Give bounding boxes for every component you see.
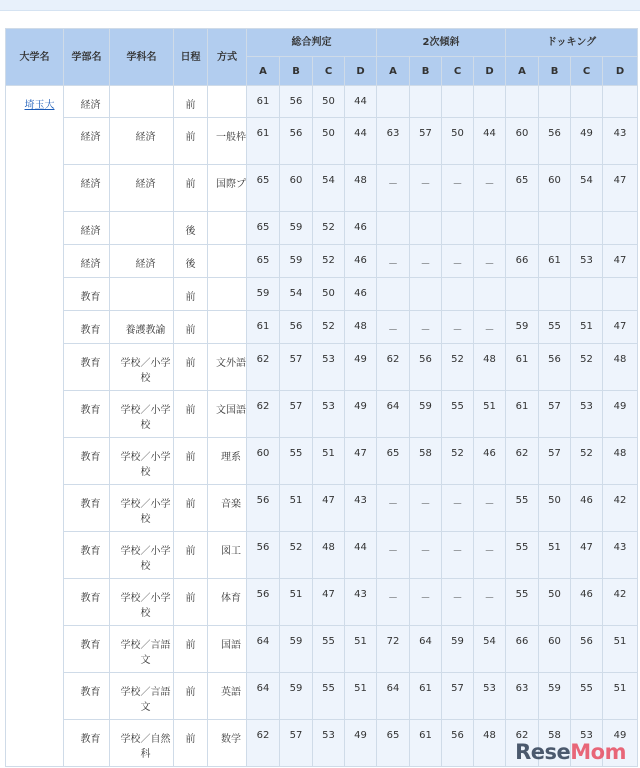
niji-score-cell: 52 [442, 438, 474, 485]
dock-score-cell: 55 [506, 579, 539, 626]
dock-score-cell: 56 [571, 626, 603, 673]
department-cell [110, 86, 174, 118]
niji-score-cell: 50 [442, 118, 474, 165]
dock-score-cell: 54 [571, 165, 603, 212]
niji-score-cell: － [410, 311, 442, 344]
total-score-cell: 65 [247, 165, 280, 212]
dock-score-cell: 42 [603, 579, 638, 626]
niji-score-cell: 65 [377, 438, 410, 485]
dock-score-cell: 43 [603, 118, 638, 165]
dock-score-cell: 43 [603, 532, 638, 579]
method-cell: 数学 [208, 720, 247, 767]
dock-score-cell: 47 [571, 532, 603, 579]
niji-score-cell: 61 [410, 720, 442, 767]
faculty-cell: 教育 [64, 278, 110, 311]
niji-score-cell: － [377, 579, 410, 626]
table-row [6, 278, 638, 311]
dock-score-cell: 53 [571, 245, 603, 278]
method-cell: 一般枠 [208, 118, 247, 165]
total-score-cell: 53 [313, 391, 345, 438]
method-cell: 体育 [208, 579, 247, 626]
table-row [6, 86, 638, 118]
total-score-cell: 54 [313, 165, 345, 212]
niji-score-cell: － [474, 532, 506, 579]
niji-score-cell: 63 [377, 118, 410, 165]
niji-score-cell: － [442, 485, 474, 532]
table-row [6, 344, 638, 391]
niji-score-cell: － [474, 245, 506, 278]
niji-score-cell: 55 [442, 391, 474, 438]
niji-score-cell: － [377, 311, 410, 344]
niji-score-cell: － [474, 165, 506, 212]
department-cell: 経済 [110, 245, 174, 278]
niji-score-cell: － [442, 245, 474, 278]
niji-score-cell: － [410, 245, 442, 278]
total-score-cell: 57 [280, 391, 313, 438]
total-score-cell: 54 [280, 278, 313, 311]
table-row [6, 311, 638, 344]
schedule-cell: 前 [174, 438, 208, 485]
method-cell [208, 212, 247, 245]
dock-score-cell: 53 [571, 391, 603, 438]
dock-score-cell [571, 278, 603, 311]
niji-score-cell [474, 86, 506, 118]
schedule-cell: 前 [174, 344, 208, 391]
top-band [0, 0, 640, 11]
dock-score-cell: 60 [506, 118, 539, 165]
schedule-cell: 前 [174, 391, 208, 438]
niji-score-cell: 58 [410, 438, 442, 485]
dock-score-cell: 53 [571, 720, 603, 767]
niji-score-cell: 72 [377, 626, 410, 673]
total-score-cell: 62 [247, 720, 280, 767]
department-cell: 学校／小学校 [110, 579, 174, 626]
total-score-cell: 55 [313, 626, 345, 673]
method-cell [208, 86, 247, 118]
niji-score-cell: 48 [474, 344, 506, 391]
dock-score-cell: 62 [506, 438, 539, 485]
department-cell: 学校／言語文 [110, 626, 174, 673]
niji-score-cell [377, 212, 410, 245]
header-grade-a: A [506, 57, 539, 86]
total-score-cell: 47 [313, 485, 345, 532]
niji-score-cell [377, 278, 410, 311]
dock-score-cell: 60 [539, 626, 571, 673]
header-grade-a: A [377, 57, 410, 86]
department-cell [110, 212, 174, 245]
header-grade-c: C [313, 57, 345, 86]
table-row [6, 579, 638, 626]
schedule-cell: 前 [174, 720, 208, 767]
niji-score-cell: － [474, 485, 506, 532]
faculty-cell: 経済 [64, 165, 110, 212]
total-score-cell: 56 [280, 86, 313, 118]
total-score-cell: 43 [345, 485, 377, 532]
method-cell: 国語 [208, 626, 247, 673]
table-row [6, 165, 638, 212]
header-method: 方式 [208, 29, 247, 86]
department-cell: 学校／小学校 [110, 391, 174, 438]
total-score-cell: 61 [247, 118, 280, 165]
total-score-cell: 61 [247, 311, 280, 344]
niji-score-cell [442, 86, 474, 118]
dock-score-cell: 57 [539, 391, 571, 438]
faculty-cell: 教育 [64, 438, 110, 485]
department-cell: 学校／小学校 [110, 485, 174, 532]
total-score-cell: 61 [247, 86, 280, 118]
dock-score-cell [571, 86, 603, 118]
total-score-cell: 56 [247, 579, 280, 626]
dock-score-cell: 62 [506, 720, 539, 767]
header-university: 大学名 [6, 29, 64, 86]
niji-score-cell: － [410, 165, 442, 212]
header-group-docking: ドッキング [506, 29, 638, 57]
total-score-cell: 59 [280, 626, 313, 673]
dock-score-cell: 51 [539, 532, 571, 579]
total-score-cell: 43 [345, 579, 377, 626]
dock-score-cell: 59 [506, 311, 539, 344]
faculty-cell: 教育 [64, 626, 110, 673]
total-score-cell: 59 [247, 278, 280, 311]
faculty-cell: 経済 [64, 245, 110, 278]
method-cell [208, 311, 247, 344]
department-cell: 学校／言語文 [110, 673, 174, 720]
niji-score-cell [410, 86, 442, 118]
total-score-cell: 46 [345, 245, 377, 278]
method-cell: 国際プ [208, 165, 247, 212]
dock-score-cell [603, 278, 638, 311]
department-cell: 学校／小学校 [110, 532, 174, 579]
header-grade-c: C [571, 57, 603, 86]
dock-score-cell: 47 [603, 245, 638, 278]
dock-score-cell: 52 [571, 344, 603, 391]
dock-score-cell: 55 [539, 311, 571, 344]
total-score-cell: 52 [313, 311, 345, 344]
total-score-cell: 65 [247, 245, 280, 278]
resemom-logo: ReseMom [515, 740, 626, 764]
niji-score-cell: 64 [377, 673, 410, 720]
department-cell: 学校／自然科 [110, 720, 174, 767]
dock-score-cell [539, 86, 571, 118]
total-score-cell: 50 [313, 86, 345, 118]
total-score-cell: 60 [280, 165, 313, 212]
dock-score-cell: 60 [539, 165, 571, 212]
total-score-cell: 49 [345, 391, 377, 438]
total-score-cell: 50 [313, 118, 345, 165]
niji-score-cell: 59 [410, 391, 442, 438]
faculty-cell: 経済 [64, 86, 110, 118]
niji-score-cell: 65 [377, 720, 410, 767]
faculty-cell: 教育 [64, 579, 110, 626]
niji-score-cell [442, 212, 474, 245]
header-grade-d: D [603, 57, 638, 86]
dock-score-cell: 55 [506, 532, 539, 579]
dock-score-cell [539, 212, 571, 245]
method-cell: 文外語 [208, 344, 247, 391]
total-score-cell: 48 [313, 532, 345, 579]
schedule-cell: 前 [174, 165, 208, 212]
niji-score-cell [377, 86, 410, 118]
total-score-cell: 57 [280, 720, 313, 767]
niji-score-cell: － [377, 165, 410, 212]
total-score-cell: 44 [345, 532, 377, 579]
total-score-cell: 48 [345, 165, 377, 212]
dock-score-cell: 55 [506, 485, 539, 532]
dock-score-cell: 66 [506, 626, 539, 673]
header-grade-c: C [442, 57, 474, 86]
dock-score-cell: 61 [506, 391, 539, 438]
dock-score-cell: 58 [539, 720, 571, 767]
header-schedule: 日程 [174, 29, 208, 86]
niji-score-cell: 61 [410, 673, 442, 720]
dock-score-cell: 51 [603, 673, 638, 720]
dock-score-cell [506, 86, 539, 118]
header-grade-d: D [345, 57, 377, 86]
niji-score-cell: － [442, 532, 474, 579]
niji-score-cell: － [442, 165, 474, 212]
total-score-cell: 56 [280, 311, 313, 344]
method-cell: 文国語 [208, 391, 247, 438]
dock-score-cell: 49 [603, 720, 638, 767]
table-row [6, 118, 638, 165]
niji-score-cell: － [410, 532, 442, 579]
niji-score-cell [474, 212, 506, 245]
schedule-cell: 前 [174, 626, 208, 673]
dock-score-cell: 57 [539, 438, 571, 485]
department-cell: 学校／小学校 [110, 438, 174, 485]
schedule-cell: 前 [174, 86, 208, 118]
faculty-cell: 教育 [64, 532, 110, 579]
dock-score-cell: 50 [539, 485, 571, 532]
dock-score-cell: 50 [539, 579, 571, 626]
faculty-cell: 経済 [64, 212, 110, 245]
niji-score-cell [474, 278, 506, 311]
total-score-cell: 49 [345, 344, 377, 391]
dock-score-cell [506, 278, 539, 311]
total-score-cell: 51 [313, 438, 345, 485]
niji-score-cell: 62 [377, 344, 410, 391]
niji-score-cell: － [474, 311, 506, 344]
niji-score-cell: － [442, 579, 474, 626]
total-score-cell: 65 [247, 212, 280, 245]
dock-score-cell: 61 [506, 344, 539, 391]
department-cell: 経済 [110, 165, 174, 212]
dock-score-cell: 55 [571, 673, 603, 720]
faculty-cell: 教育 [64, 485, 110, 532]
faculty-cell: 経済 [64, 118, 110, 165]
total-score-cell: 60 [247, 438, 280, 485]
total-score-cell: 59 [280, 212, 313, 245]
table-row [6, 673, 638, 720]
method-cell [208, 245, 247, 278]
faculty-cell: 教育 [64, 673, 110, 720]
method-cell: 図工 [208, 532, 247, 579]
header-group-niji: 2次傾斜 [377, 29, 506, 57]
dock-score-cell: 48 [603, 344, 638, 391]
niji-score-cell: 56 [410, 344, 442, 391]
dock-score-cell: 56 [539, 344, 571, 391]
total-score-cell: 46 [345, 212, 377, 245]
total-score-cell: 49 [345, 720, 377, 767]
total-score-cell: 44 [345, 118, 377, 165]
score-table [5, 28, 638, 767]
header-grade-b: B [539, 57, 571, 86]
niji-score-cell: 54 [474, 626, 506, 673]
total-score-cell: 55 [313, 673, 345, 720]
faculty-cell: 教育 [64, 311, 110, 344]
total-score-cell: 56 [280, 118, 313, 165]
dock-score-cell: 65 [506, 165, 539, 212]
header-grade-a: A [247, 57, 280, 86]
schedule-cell: 前 [174, 673, 208, 720]
dock-score-cell [603, 86, 638, 118]
department-cell [110, 278, 174, 311]
method-cell: 理系 [208, 438, 247, 485]
total-score-cell: 53 [313, 344, 345, 391]
total-score-cell: 52 [313, 212, 345, 245]
university-link[interactable]: 埼玉大 [24, 100, 55, 111]
schedule-cell: 前 [174, 118, 208, 165]
total-score-cell: 48 [345, 311, 377, 344]
total-score-cell: 62 [247, 344, 280, 391]
total-score-cell: 57 [280, 344, 313, 391]
dock-score-cell [539, 278, 571, 311]
dock-score-cell: 49 [603, 391, 638, 438]
niji-score-cell: 57 [410, 118, 442, 165]
dock-score-cell: 51 [603, 626, 638, 673]
total-score-cell: 50 [313, 278, 345, 311]
niji-score-cell: 57 [442, 673, 474, 720]
total-score-cell: 59 [280, 673, 313, 720]
method-cell [208, 278, 247, 311]
dock-score-cell [603, 212, 638, 245]
niji-score-cell: － [377, 485, 410, 532]
dock-score-cell: 48 [603, 438, 638, 485]
header-group-total: 総合判定 [247, 29, 377, 57]
niji-score-cell [442, 278, 474, 311]
header-department: 学科名 [110, 29, 174, 86]
niji-score-cell: 52 [442, 344, 474, 391]
niji-score-cell: 44 [474, 118, 506, 165]
table-row [6, 532, 638, 579]
total-score-cell: 52 [280, 532, 313, 579]
niji-score-cell: 64 [410, 626, 442, 673]
total-score-cell: 55 [280, 438, 313, 485]
dock-score-cell: 51 [571, 311, 603, 344]
total-score-cell: 51 [345, 626, 377, 673]
total-score-cell: 53 [313, 720, 345, 767]
dock-score-cell: 42 [603, 485, 638, 532]
table-row [6, 485, 638, 532]
schedule-cell: 前 [174, 278, 208, 311]
dock-score-cell [571, 212, 603, 245]
total-score-cell: 47 [313, 579, 345, 626]
total-score-cell: 46 [345, 278, 377, 311]
niji-score-cell: 59 [442, 626, 474, 673]
dock-score-cell: 56 [539, 118, 571, 165]
total-score-cell: 51 [280, 579, 313, 626]
department-cell: 学校／小学校 [110, 344, 174, 391]
university-cell [6, 86, 64, 767]
schedule-cell: 前 [174, 579, 208, 626]
total-score-cell: 44 [345, 86, 377, 118]
total-score-cell: 59 [280, 245, 313, 278]
schedule-cell: 後 [174, 245, 208, 278]
total-score-cell: 64 [247, 673, 280, 720]
total-score-cell: 51 [280, 485, 313, 532]
niji-score-cell: － [442, 311, 474, 344]
niji-score-cell: 64 [377, 391, 410, 438]
header-grade-d: D [474, 57, 506, 86]
schedule-cell: 前 [174, 532, 208, 579]
total-score-cell: 56 [247, 532, 280, 579]
header-grade-b: B [280, 57, 313, 86]
faculty-cell: 教育 [64, 391, 110, 438]
niji-score-cell: 51 [474, 391, 506, 438]
faculty-cell: 教育 [64, 344, 110, 391]
method-cell: 音楽 [208, 485, 247, 532]
niji-score-cell: － [410, 485, 442, 532]
dock-score-cell: 47 [603, 165, 638, 212]
niji-score-cell: 53 [474, 673, 506, 720]
niji-score-cell: － [474, 579, 506, 626]
header-faculty: 学部名 [64, 29, 110, 86]
niji-score-cell [410, 212, 442, 245]
niji-score-cell: 56 [442, 720, 474, 767]
schedule-cell: 前 [174, 485, 208, 532]
niji-score-cell: 48 [474, 720, 506, 767]
dock-score-cell: 47 [603, 311, 638, 344]
header-grade-b: B [410, 57, 442, 86]
dock-score-cell [506, 212, 539, 245]
table-row [6, 245, 638, 278]
dock-score-cell: 61 [539, 245, 571, 278]
niji-score-cell: 46 [474, 438, 506, 485]
dock-score-cell: 52 [571, 438, 603, 485]
total-score-cell: 52 [313, 245, 345, 278]
table-row [6, 391, 638, 438]
dock-score-cell: 59 [539, 673, 571, 720]
table-row [6, 212, 638, 245]
niji-score-cell [410, 278, 442, 311]
schedule-cell: 前 [174, 311, 208, 344]
dock-score-cell: 63 [506, 673, 539, 720]
niji-score-cell: － [377, 532, 410, 579]
dock-score-cell: 49 [571, 118, 603, 165]
table-row [6, 438, 638, 485]
niji-score-cell: － [377, 245, 410, 278]
total-score-cell: 51 [345, 673, 377, 720]
total-score-cell: 64 [247, 626, 280, 673]
dock-score-cell: 66 [506, 245, 539, 278]
schedule-cell: 後 [174, 212, 208, 245]
dock-score-cell: 46 [571, 485, 603, 532]
total-score-cell: 47 [345, 438, 377, 485]
total-score-cell: 62 [247, 391, 280, 438]
niji-score-cell: － [410, 579, 442, 626]
department-cell: 経済 [110, 118, 174, 165]
total-score-cell: 56 [247, 485, 280, 532]
faculty-cell: 教育 [64, 720, 110, 767]
dock-score-cell: 46 [571, 579, 603, 626]
table-row [6, 626, 638, 673]
department-cell: 養護教諭 [110, 311, 174, 344]
method-cell: 英語 [208, 673, 247, 720]
